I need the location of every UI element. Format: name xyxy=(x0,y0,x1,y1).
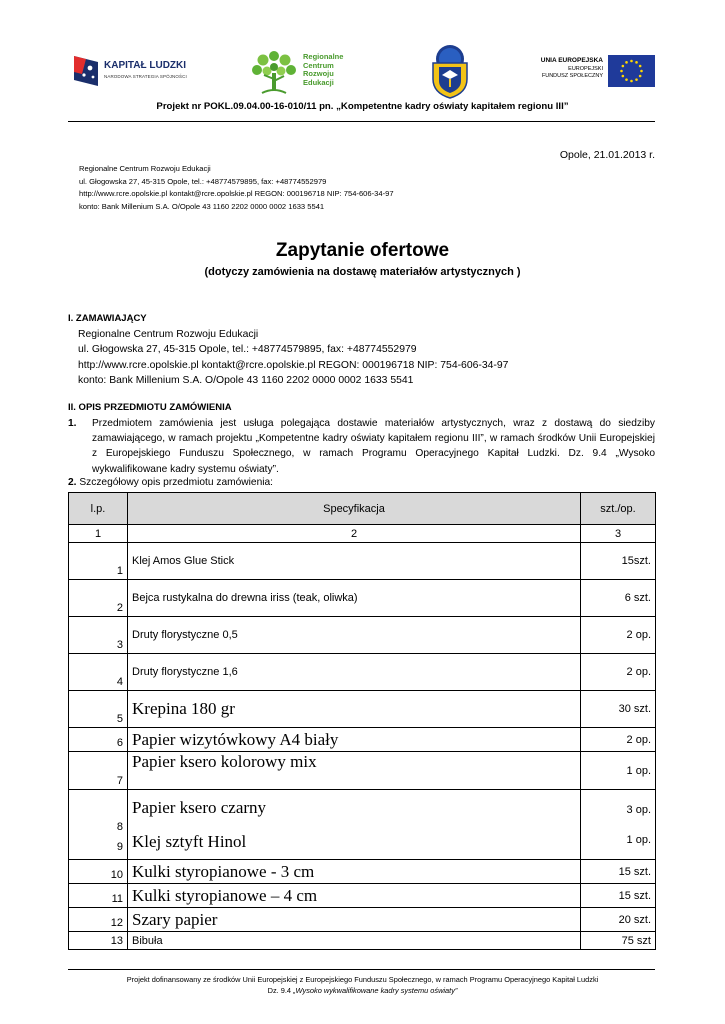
eu-star-icon xyxy=(640,70,643,73)
row-number: 8 xyxy=(116,821,123,833)
eu-star-icon xyxy=(625,78,628,81)
row-qty: 2 op. xyxy=(581,654,656,691)
kapital-ludzki-name: KAPITAŁ LUDZKI xyxy=(104,60,187,71)
row-qty: 2 op. xyxy=(581,728,656,752)
page-subtitle: (dotyczy zamówienia na dostawę materiałów artystycznych ) xyxy=(204,266,521,278)
eu-star-icon xyxy=(630,80,633,83)
address-line: http://www.rcre.opolskie.pl kontakt@rcre.opolskie.pl REGON: 000196718 NIP: 754-606-34-97 xyxy=(78,359,509,371)
row-number: 6 xyxy=(69,728,128,752)
row-number: 3 xyxy=(69,617,128,654)
eu-line3: FUNDUSZ SPOŁECZNY xyxy=(541,73,603,79)
index-cell: 3 xyxy=(581,525,656,543)
header-address-line: http://www.rcre.opolskie.pl kontakt@rcre.opolskie.pl REGON: 000196718 NIP: 754-606-34-97 xyxy=(79,189,394,198)
eu-logo-text xyxy=(537,57,603,81)
index-cell: 1 xyxy=(69,525,128,543)
header-address-line: ul. Głogowska 27, 45-315 Opole, tel.: +48774579895, fax: +48774552979 xyxy=(79,176,327,186)
eu-star-icon xyxy=(635,78,638,81)
row-spec: Bejca rustykalna do drewna iriss (teak, oliwka) xyxy=(128,580,581,617)
eu-star-icon xyxy=(625,61,628,64)
eu-logo xyxy=(537,55,657,90)
footer-line-2-italic: „Wysoko wykwalifikowane kadry systemu oświaty” xyxy=(293,986,458,995)
eu-star-icon xyxy=(639,65,642,68)
rcre-logo-text xyxy=(303,53,343,87)
eu-star-icon xyxy=(639,75,642,78)
item-1-number: 1. xyxy=(68,418,77,429)
footer-line-2-prefix: Dz. 9.4 xyxy=(267,986,294,995)
row-number: 2 xyxy=(69,580,128,617)
header-address xyxy=(79,163,394,213)
table-row xyxy=(69,691,656,728)
row-specs xyxy=(128,790,581,860)
table-row-merged xyxy=(69,790,656,860)
column-header-lp: l.p. xyxy=(69,493,128,525)
kapital-ludzki-logo xyxy=(70,52,200,92)
rcre-logo xyxy=(250,45,370,97)
row-qty: 75 szt xyxy=(581,932,656,950)
order-description-item-2 xyxy=(68,477,273,488)
row-spec: Kulki styropianowe - 3 cm xyxy=(128,860,581,884)
table-row xyxy=(69,932,656,950)
section-1-heading: I. ZAMAWIAJĄCY xyxy=(68,313,147,324)
row-qty: 30 szt. xyxy=(581,691,656,728)
row-number: 13 xyxy=(69,932,128,950)
table-row xyxy=(69,617,656,654)
row-qty: 20 szt. xyxy=(581,908,656,932)
row-qty: 15 szt. xyxy=(581,884,656,908)
table-header-row xyxy=(69,493,656,525)
eu-star-icon xyxy=(620,70,623,73)
row-number: 11 xyxy=(69,884,128,908)
row-spec: Klej sztyft Hinol xyxy=(132,831,247,851)
specification-table xyxy=(68,492,656,950)
kapital-ludzki-tagline: NARODOWA STRATEGIA SPÓJNOŚCI xyxy=(104,74,187,79)
address-line: ul. Głogowska 27, 45-315 Opole, tel.: +48774579895, fax: +48774552979 xyxy=(78,344,417,356)
eu-star-icon xyxy=(622,75,625,78)
eu-line1: UNIA EUROPEJSKA xyxy=(540,57,603,64)
footer-line-2 xyxy=(0,985,725,996)
column-header-qty: szt./op. xyxy=(581,493,656,525)
school-crest-icon xyxy=(425,43,475,99)
eu-line2: EUROPEJSKI xyxy=(568,65,603,72)
section-2-heading: II. OPIS PRZEDMIOTU ZAMÓWIENIA xyxy=(68,402,232,413)
column-header-spec: Specyfikacja xyxy=(128,493,581,525)
row-spec: Szary papier xyxy=(128,908,581,932)
table-row xyxy=(69,543,656,580)
row-spec: Papier ksero kolorowy mix xyxy=(128,752,581,790)
table-index-row xyxy=(69,525,656,543)
row-qty: 1 op. xyxy=(626,833,651,846)
row-qty: 2 op. xyxy=(581,617,656,654)
table-row xyxy=(69,884,656,908)
row-spec: Klej Amos Glue Stick xyxy=(128,543,581,580)
footer-divider xyxy=(68,969,655,970)
row-qty: 1 op. xyxy=(581,752,656,790)
row-number: 4 xyxy=(69,654,128,691)
table-row xyxy=(69,752,656,790)
address-line: Regionalne Centrum Rozwoju Edukacji xyxy=(78,329,259,340)
table-row xyxy=(69,654,656,691)
index-cell: 2 xyxy=(128,525,581,543)
header-divider xyxy=(68,121,655,122)
project-line: Projekt nr POKL.09.04.00-16-010/11 pn. „Kompetentne kadry oświaty kapitałem regionu III” xyxy=(156,101,569,112)
rcre-line2: Centrum xyxy=(303,60,334,70)
table-row xyxy=(69,580,656,617)
document-date: Opole, 21.01.2013 r. xyxy=(559,149,655,161)
row-spec: Krepina 180 gr xyxy=(128,691,581,728)
footer-line-1: Projekt dofinansowany ze środków Unii Europejskiej z Europejskiego Funduszu Społecznego, w ramach Programu Operacyjnego Kapitał Ludzki xyxy=(126,975,599,984)
table-row xyxy=(69,728,656,752)
page-footer xyxy=(0,974,725,996)
row-spec: Papier ksero czarny xyxy=(132,797,267,817)
row-spec: Papier wizytówkowy A4 biały xyxy=(128,728,581,752)
row-spec: Druty florystyczne 0,5 xyxy=(128,617,581,654)
row-number: 12 xyxy=(69,908,128,932)
row-number: 5 xyxy=(69,691,128,728)
header-address-line: Regionalne Centrum Rozwoju Edukacji xyxy=(79,164,211,173)
rcre-line4: Edukacji xyxy=(303,77,334,87)
table-row xyxy=(69,860,656,884)
rcre-line1: Regionalne xyxy=(303,52,344,61)
row-spec: Kulki styropianowe – 4 cm xyxy=(128,884,581,908)
row-number: 7 xyxy=(69,752,128,790)
row-qtys xyxy=(581,790,656,860)
header-address-line: konto: Bank Millenium S.A. O/Opole 43 1160 2202 0000 0002 1633 5541 xyxy=(79,201,325,211)
rcre-line3: Rozwoju xyxy=(303,69,334,78)
row-qty: 15szt. xyxy=(581,543,656,580)
row-spec: Druty florystyczne 1,6 xyxy=(128,654,581,691)
row-qty: 15 szt. xyxy=(581,860,656,884)
table-row xyxy=(69,908,656,932)
item-1-text: Przedmiotem zamówienia jest usługa polegająca dostawie materiałów artystycznych, wraz z dostawą do siedziby zamawiającego, w ramach projektu „Kompetentne kadry oświaty kapitałem regionu III”, w ramach środków Unii Europejskiej z Europejskiego Funduszu Społecznego, w ramach Programu Operacyjnego Kapitał Ludzki. Dz. 9.4 „Wysoko wykwalifikowane kadry systemu oświaty”. xyxy=(92,418,655,475)
row-numbers xyxy=(69,790,128,860)
row-number: 9 xyxy=(116,841,123,853)
row-qty: 6 szt. xyxy=(581,580,656,617)
row-number: 1 xyxy=(69,543,128,580)
row-number: 10 xyxy=(69,860,128,884)
eu-flag-icon xyxy=(608,55,655,87)
row-spec: Bibuła xyxy=(128,932,581,950)
row-qty: 3 op. xyxy=(626,803,651,816)
contracting-party-address xyxy=(78,327,508,388)
tree-icon xyxy=(250,45,298,95)
item-2-number: 2. xyxy=(68,477,77,488)
kapital-ludzki-flag-icon xyxy=(70,54,100,88)
item-2-text: Szczegółowy opis przedmiotu zamówienia: xyxy=(79,477,273,488)
page-title: Zapytanie ofertowe xyxy=(275,240,450,261)
eu-star-icon xyxy=(630,60,633,63)
eu-star-icon xyxy=(635,61,638,64)
eu-star-icon xyxy=(622,65,625,68)
address-line: konto: Bank Millenium S.A. O/Opole 43 1160 2202 0000 0002 1633 5541 xyxy=(78,374,414,386)
